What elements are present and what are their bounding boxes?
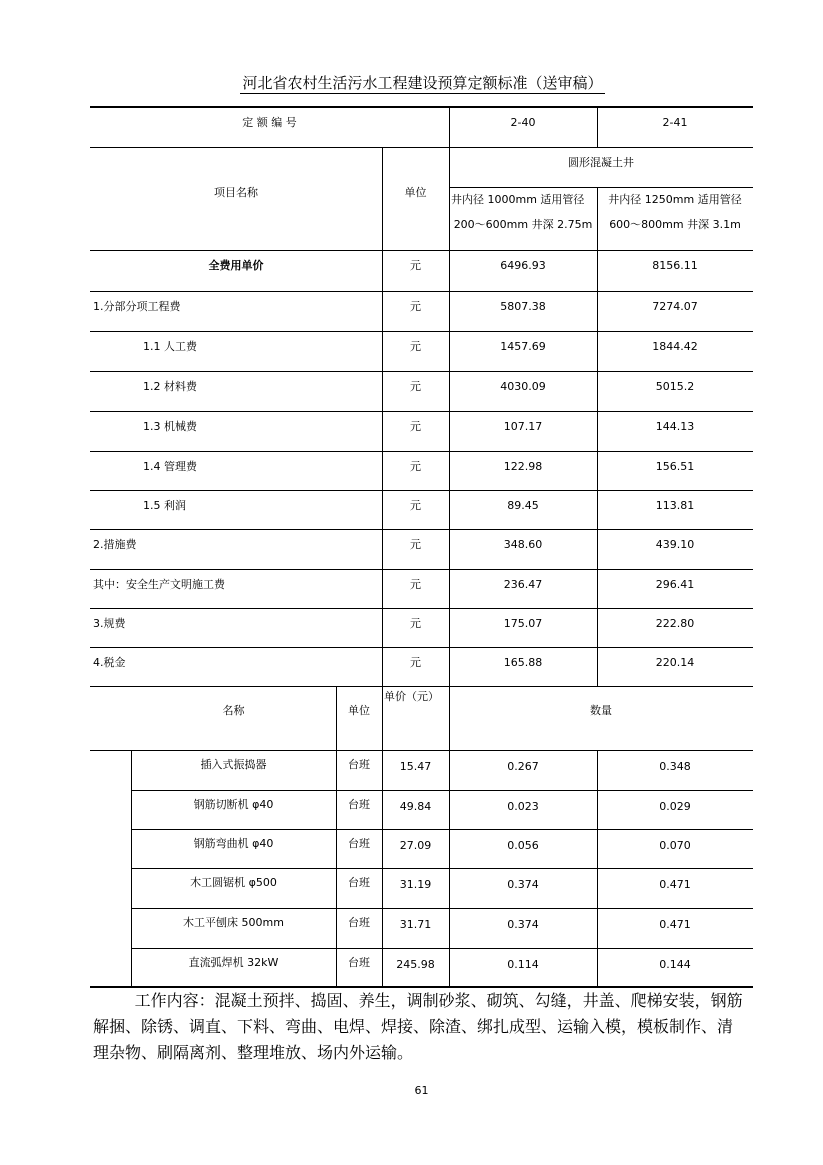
cost-value: 1844.42: [652, 340, 698, 353]
machine-quantity: 0.471: [659, 918, 691, 931]
cost-value: 348.60: [503, 538, 543, 551]
machine-price: 245.98: [396, 958, 435, 971]
machine-unit-header: 单位: [348, 704, 370, 717]
unit-header: 单位: [404, 186, 427, 199]
row-divider: [90, 647, 753, 648]
cost-unit: 元: [410, 499, 421, 512]
cost-unit: 元: [410, 340, 421, 353]
machine-quantity: 0.374: [507, 878, 539, 891]
column-divider: [382, 147, 383, 687]
machine-name: 木工圆锯机 φ500: [190, 876, 277, 889]
machine-quantity: 0.056: [507, 839, 539, 852]
machine-price: 49.84: [399, 800, 432, 813]
page-number: 61: [414, 1084, 429, 1097]
column-divider: [449, 686, 450, 987]
cost-value: 175.07: [503, 617, 543, 630]
machine-price: 27.09: [399, 839, 432, 852]
cost-value: 156.51: [655, 460, 695, 473]
cost-unit: 元: [410, 578, 421, 591]
column-divider: [597, 750, 598, 987]
spec-line: 井内径 1000mm 适用管径: [451, 193, 585, 206]
machine-name: 钢筋切断机 φ40: [193, 798, 274, 811]
cost-item-name: 其中：安全生产文明施工费: [93, 578, 225, 591]
cost-value: 1457.69: [500, 340, 546, 353]
cost-item-name: 1.5 利润: [143, 499, 186, 512]
cost-value: 113.81: [655, 499, 695, 512]
cost-item-name: 全费用单价: [208, 259, 264, 272]
machine-unit: 台班: [348, 876, 370, 889]
machine-quantity: 0.348: [659, 760, 691, 773]
machine-quantity: 0.114: [507, 958, 539, 971]
cost-value: 439.10: [655, 538, 695, 551]
machine-quantity: 0.267: [507, 760, 539, 773]
cost-item-name: 1.3 机械费: [143, 420, 197, 433]
row-divider: [90, 490, 753, 491]
row-divider: [90, 608, 753, 609]
row-divider: [90, 371, 753, 372]
cost-value: 122.98: [503, 460, 543, 473]
row-divider: [449, 187, 753, 188]
quota-code: 2-41: [662, 116, 688, 129]
row-divider: [131, 948, 753, 949]
row-divider: [131, 908, 753, 909]
cost-unit: 元: [410, 380, 421, 393]
cost-value: 89.45: [507, 499, 539, 512]
cost-unit: 元: [410, 259, 421, 272]
quota-code: 2-40: [510, 116, 536, 129]
cost-value: 107.17: [503, 420, 543, 433]
cost-item-name: 3.规费: [93, 617, 126, 630]
item-name-header: 项目名称: [214, 186, 258, 199]
spec-line: 井内径 1250mm 适用管径: [608, 193, 742, 206]
machine-name: 插入式振捣器: [200, 758, 267, 771]
cost-item-name: 1.1 人工费: [143, 340, 197, 353]
quota-code-label: 定 额 编 号: [242, 116, 297, 129]
work-content: 工作内容：混凝土预拌、捣固、养生，调制砂浆、砌筑、勾缝，井盖、爬梯安装，钢筋解捆、除锈、调直、下料、弯曲、电焊、焊接、除渣、绑扎成型、运输入模，模板制作、清理杂物、刷隔离剂、整理堆放、场内外运输。: [93, 991, 743, 1062]
machine-unit: 台班: [348, 956, 370, 969]
machine-name: 木工平刨床 500mm: [183, 916, 284, 929]
row-divider: [90, 106, 753, 108]
column-divider: [382, 686, 383, 987]
row-divider: [131, 868, 753, 869]
machine-quantity: 0.070: [659, 839, 691, 852]
cost-value: 296.41: [655, 578, 695, 591]
cost-item-name: 2.措施费: [93, 538, 137, 551]
cost-item-name: 1.2 材料费: [143, 380, 197, 393]
row-divider: [131, 829, 753, 830]
cost-value: 7274.07: [652, 300, 698, 313]
cost-value: 8156.11: [652, 259, 698, 272]
row-divider: [90, 529, 753, 530]
machine-unit: 台班: [348, 798, 370, 811]
cost-value: 4030.09: [500, 380, 546, 393]
cost-item-name: 1.分部分项工程费: [93, 300, 181, 313]
row-divider: [90, 686, 753, 687]
cost-value: 144.13: [655, 420, 695, 433]
document-title-text: 河北省农村生活污水工程建设预算定额标准（送审稿）: [242, 74, 603, 92]
machine-name: 钢筋弯曲机 φ40: [193, 837, 274, 850]
row-divider: [90, 250, 753, 251]
machine-price: 31.71: [399, 918, 432, 931]
spec-line: 600～800mm 井深 3.1m: [609, 218, 741, 231]
cost-unit: 元: [410, 420, 421, 433]
category-label: 圆形混凝土井: [568, 156, 634, 169]
cost-unit: 元: [410, 617, 421, 630]
row-divider: [90, 331, 753, 332]
machine-quantity-header: 数量: [590, 704, 612, 717]
cost-value: 5015.2: [655, 380, 695, 393]
machine-quantity: 0.029: [659, 800, 691, 813]
machine-unit: 台班: [348, 758, 370, 771]
cost-unit: 元: [410, 656, 421, 669]
row-divider: [90, 147, 753, 148]
row-divider: [90, 451, 753, 452]
cost-value: 222.80: [655, 617, 695, 630]
machine-quantity: 0.144: [659, 958, 691, 971]
machine-unit: 台班: [348, 916, 370, 929]
spec-line: 200～600mm 井深 2.75m: [453, 218, 593, 231]
cost-item-name: 4.税金: [93, 656, 126, 669]
row-divider: [90, 569, 753, 570]
cost-value: 220.14: [655, 656, 695, 669]
machine-price: 15.47: [399, 760, 432, 773]
machine-name-header: 名称: [222, 704, 245, 717]
cost-unit: 元: [410, 538, 421, 551]
cost-value: 6496.93: [500, 259, 546, 272]
cost-value: 165.88: [503, 656, 543, 669]
machine-price: 31.19: [399, 878, 432, 891]
row-divider: [90, 291, 753, 292]
cost-value: 236.47: [503, 578, 543, 591]
machine-unit: 台班: [348, 837, 370, 850]
row-divider: [90, 750, 753, 751]
document-title: [0, 72, 823, 93]
cost-item-name: 1.4 管理费: [143, 460, 197, 473]
machine-price-header: 单价（元）: [384, 690, 439, 703]
machine-quantity: 0.471: [659, 878, 691, 891]
column-divider: [449, 107, 450, 687]
row-divider: [90, 411, 753, 412]
machine-quantity: 0.374: [507, 918, 539, 931]
cost-unit: 元: [410, 460, 421, 473]
row-divider: [131, 790, 753, 791]
cost-unit: 元: [410, 300, 421, 313]
machine-quantity: 0.023: [507, 800, 539, 813]
cost-value: 5807.38: [500, 300, 546, 313]
machine-name: 直流弧焊机 32kW: [188, 956, 279, 969]
